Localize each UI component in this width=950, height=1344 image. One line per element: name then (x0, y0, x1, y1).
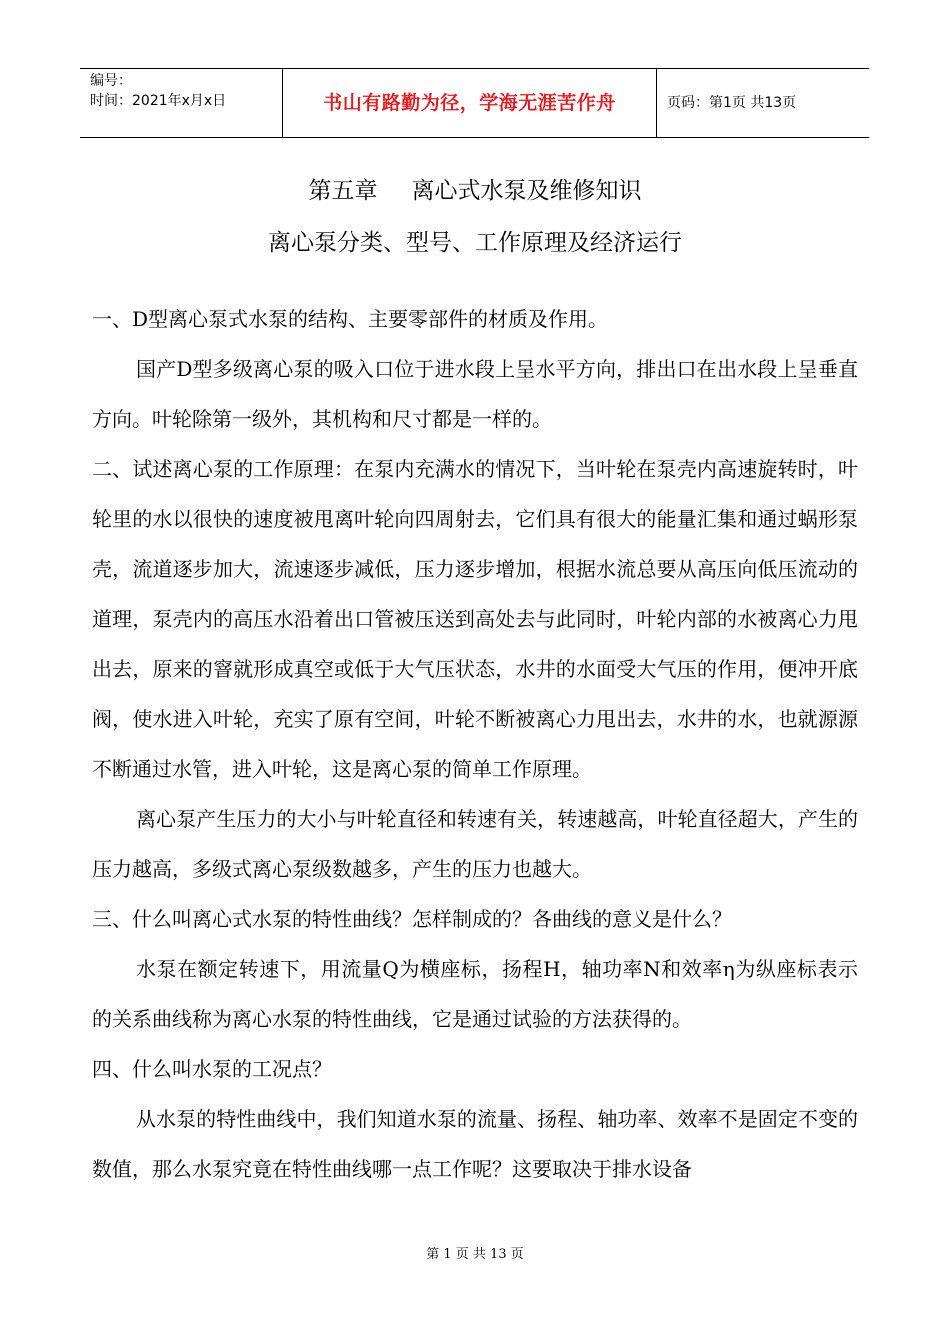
paragraph-operating-point: 从水泵的特性曲线中，我们知道水泵的流量、扬程、轴功率、效率不是固定不变的数值，那么水泵究竟在特性曲线哪一点工作呢？这要取决于排水设备 (92, 1107, 858, 1181)
paragraph-working-principle: 二、试述离心泵的工作原理：在泵内充满水的情况下，当叶轮在泵壳内高速旋转时，叶轮里的水以很快的速度被甩离叶轮向四周射去，它们具有很大的能量汇集和通过蜗形泵壳，流道逐步加大，流速逐步减低，压力逐步增加，根据水流总要从高压向低压流动的道理，泵壳内的高压水沿着出口管被压送到高处去与此同时，叶轮内部的水被离心力甩出去，原来的窨就形成真空或低于大气压状态，水井的水面受大气压的作用，便冲开底阀，使水进入叶轮，充实了原有空间，叶轮不断被离心力甩出去，水井的水，也就源源不断通过水管，进入叶轮，这是离心泵的简单工作原理。 (92, 457, 858, 781)
header-motto: 书山有路勤为径，学海无涯苦作舟 (323, 92, 616, 114)
paragraph-characteristic-curve: 水泵在额定转速下，用流量Q为横座标，扬程H，轴功率N和效率η为纵座标表示的关系曲线称为离心水泵的特性曲线，它是通过试验的方法获得的。 (92, 957, 858, 1031)
document-number-label: 编号： (90, 73, 132, 89)
paragraph-pressure: 离心泵产生压力的大小与叶轮直径和转速有关，转速越高，叶轮直径超大，产生的压力越高，多级式离心泵级数越多，产生的压力也越大。 (92, 807, 858, 881)
heading-structure: 一、D型离心泵式水泵的结构、主要零部件的材质及作用。 (92, 307, 609, 331)
document-body (92, 294, 858, 1194)
heading-characteristic-curve: 三、什么叫离心式水泵的特性曲线？怎样制成的？各曲线的意义是什么？ (92, 907, 732, 931)
heading-operating-point: 四、什么叫水泵的工况点？ (92, 1057, 332, 1081)
page-footer: 第 1 页 共 13 页 (426, 1247, 524, 1262)
header-motto-cell (282, 69, 657, 137)
chapter-number: 第五章 (308, 178, 378, 204)
paragraph-structure: 国产D型多级离心泵的吸入口位于进水段上呈水平方向，排出口在出水段上呈垂直方向。叶轮除第一级外，其机构和尺寸都是一样的。 (92, 357, 858, 431)
chapter-name: 离心式水泵及维修知识 (411, 178, 642, 204)
section-title: 离心泵分类、型号、工作原理及经济运行 (268, 230, 682, 256)
document-date: 时间：2021年x月x日 (90, 93, 227, 109)
header-page-info: 页码：第1页 共13页 (667, 95, 797, 111)
header-page-cell (657, 69, 869, 137)
page-header (80, 68, 869, 138)
header-meta-cell (80, 69, 282, 137)
chapter-title (80, 176, 870, 206)
